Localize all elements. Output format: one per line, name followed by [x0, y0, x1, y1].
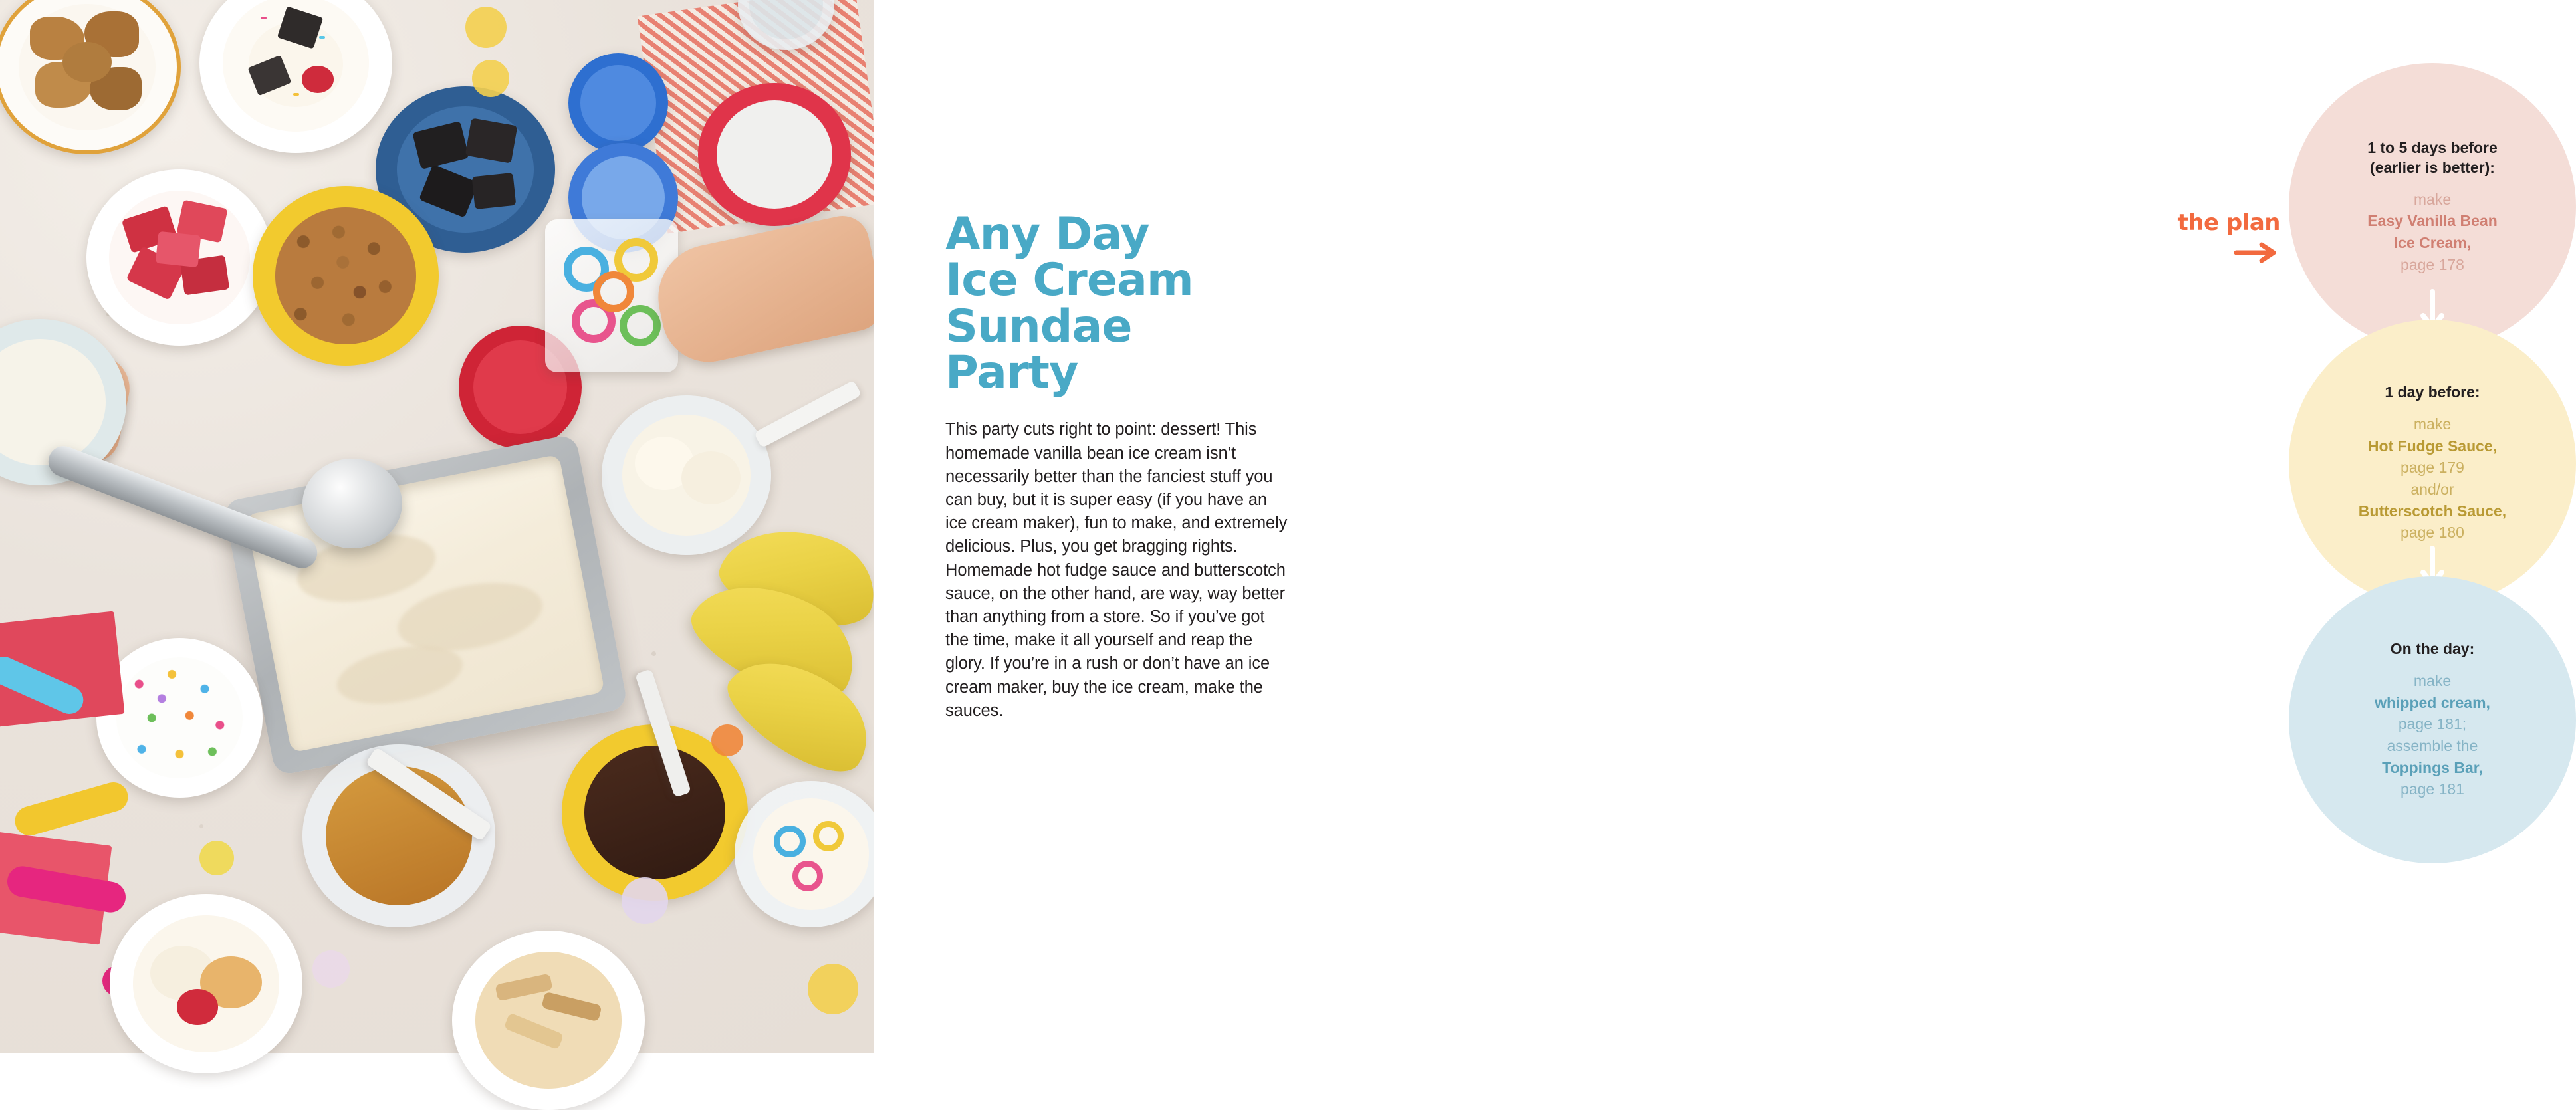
- confetti-dot: [808, 964, 858, 1014]
- title-line-3: Sundae: [945, 300, 1132, 353]
- plan-step-1-body: [2323, 189, 2542, 276]
- confetti-dot: [472, 60, 509, 97]
- plan-step-3-body: [2323, 670, 2542, 800]
- plan-step-3-item: whipped cream,: [2375, 693, 2490, 711]
- confetti-dot: [711, 724, 743, 756]
- title-line-4: Party: [945, 346, 1078, 399]
- ice-cream-scoop-cup: [302, 459, 402, 548]
- surface-speck: [651, 651, 656, 656]
- title-line-1: Any Day: [945, 208, 1149, 261]
- bowl-red: [698, 83, 851, 226]
- title-line-2: Ice Cream: [945, 254, 1193, 307]
- plan-label-group: [2141, 209, 2280, 264]
- article-column: [945, 208, 1291, 722]
- plan-step-3-item-2: Toppings Bar,: [2382, 758, 2483, 776]
- confetti-dot: [199, 841, 234, 875]
- text-page: [874, 0, 2507, 1053]
- plan-step-1-action: make: [2413, 190, 2452, 208]
- plan-step-1-heading-line-2: (earlier is better):: [2370, 158, 2495, 176]
- plan-step-3-page-ref[interactable]: page 181;: [2398, 715, 2467, 733]
- page-title: [945, 208, 1291, 399]
- confetti-dot: [312, 950, 350, 988]
- plan-step-2-page-ref-2[interactable]: page 180: [2400, 524, 2464, 542]
- confetti-dot: [465, 7, 507, 48]
- surface-speck: [199, 824, 203, 828]
- plan-step-3: [2289, 576, 2576, 863]
- plan-step-1-item-line-2: Ice Cream,: [2393, 233, 2472, 251]
- bowl-sprinkles: [96, 638, 263, 798]
- plan-step-2-body: [2323, 413, 2542, 544]
- plan-step-1-heading-line-1: 1 to 5 days before: [2367, 138, 2498, 156]
- intro-paragraph: This party cuts right to point: dessert! This homemade vanilla bean ice cream isn’t necessarily better than the fanciest stuff you can buy, but it is super easy (if you have an ice cream maker), fun to make, and extremely delicious. Plus, you get bragging rights. Homemade hot fudge sauce and butterscotch sauce, on the other hand, are way, way better than anything from a store. So if you’ve got the time, make it all yourself and reap the glory. If you’re in a rush or don’t have an ice cream maker, buy the ice cream, make the sauces.: [945, 420, 1288, 720]
- plan-steps: [2289, 63, 2576, 863]
- plan-step-2-item: Hot Fudge Sauce,: [2367, 437, 2498, 455]
- plan-step-2-item-2: Butterscotch Sauce,: [2358, 502, 2507, 520]
- plan-step-2-action: make: [2413, 415, 2452, 433]
- plan-step-1-item-line-1: Easy Vanilla Bean: [2367, 212, 2498, 230]
- bowl-toasted-coconut: [452, 931, 645, 1110]
- plan-label: the plan: [2177, 209, 2280, 236]
- bowl-strawberries: [86, 169, 273, 346]
- bowl-vanilla-scoops: [602, 395, 771, 555]
- arrow-right-icon: [2141, 241, 2280, 264]
- photo-page: [0, 0, 874, 1053]
- bowl-fruit-loops-sundae: [735, 781, 887, 927]
- plan-step-2-page-ref[interactable]: page 179: [2400, 459, 2464, 477]
- plan-step-1-page-ref[interactable]: page 178: [2400, 255, 2464, 273]
- plan-step-2-connector: and/or: [2410, 480, 2454, 498]
- bowl-sundae-bottom: [110, 894, 302, 1073]
- plan-step-3-heading: On the day:: [2390, 640, 2475, 658]
- confetti-dot: [622, 877, 668, 924]
- plan-step-3-action: make: [2413, 671, 2452, 689]
- plan-step-2-heading: 1 day before:: [2385, 384, 2480, 401]
- bowl-chocolate-cereal: [253, 186, 439, 366]
- plan-step-1-heading: [2323, 138, 2542, 178]
- plan-step-3-connector: assemble the: [2387, 736, 2478, 754]
- glass-blue-top: [568, 53, 668, 153]
- plan-step-3-page-ref-2[interactable]: page 181: [2400, 780, 2464, 798]
